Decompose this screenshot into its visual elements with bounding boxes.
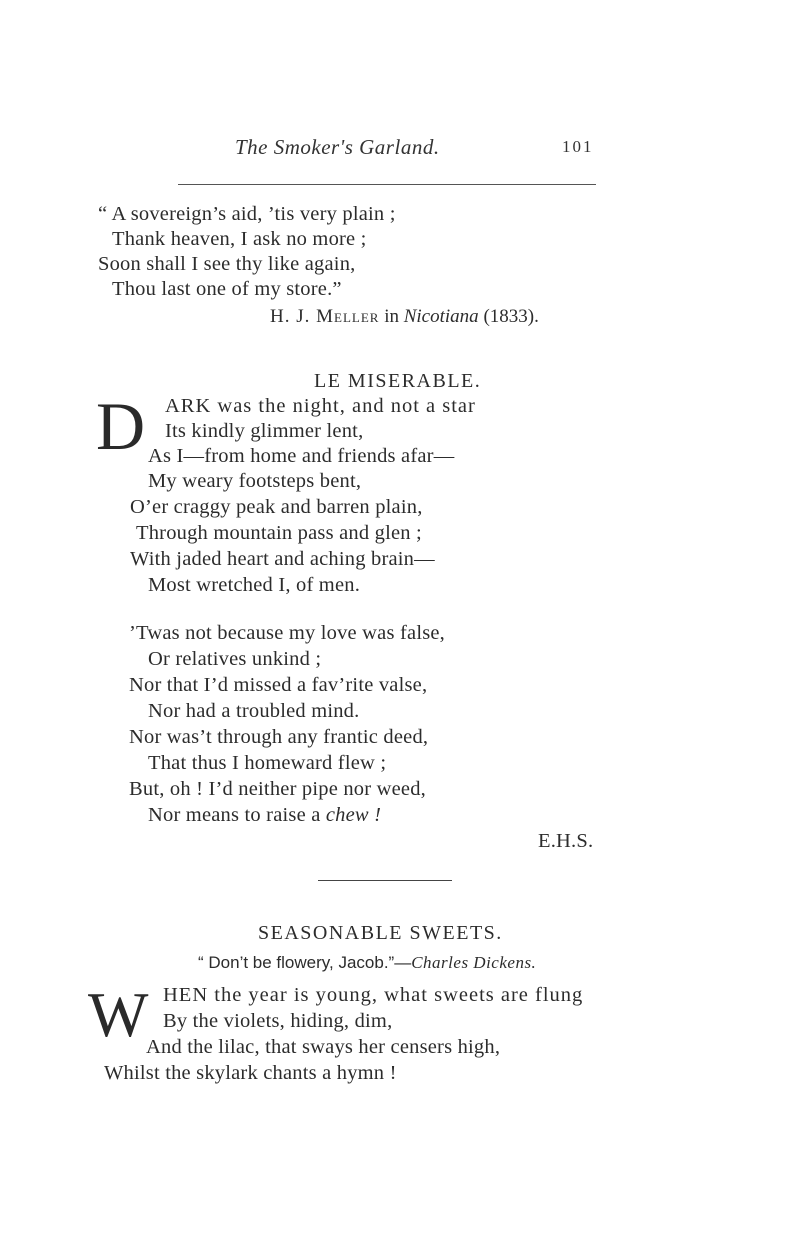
section-divider (318, 880, 452, 881)
stanza-attribution (270, 306, 539, 328)
poem-line: But, oh ! I’d neither pipe nor weed, (129, 778, 426, 800)
poem-line: Its kindly glimmer lent, (165, 420, 364, 442)
drop-cap: D (96, 388, 146, 464)
poem-title: SEASONABLE SWEETS. (258, 922, 503, 944)
poem-line: Nor that I’d missed a fav’rite valse, (129, 674, 428, 696)
attribution-year: (1833). (478, 306, 539, 327)
stanza-line: “ A sovereign’s aid, ’tis very plain ; (98, 203, 396, 225)
poem-line: Whilst the skylark chants a hymn ! (104, 1062, 397, 1084)
poem-line: And the lilac, that sways her censers high, (146, 1036, 501, 1058)
poem-line: O’er craggy peak and barren plain, (130, 496, 423, 518)
poem-line-last: Nor means to raise a chew ! (148, 804, 382, 826)
poem-line: As I—from home and friends afar— (148, 445, 455, 467)
attribution-author: H. J. Meller (270, 306, 380, 327)
poem-line: ’Twas not because my love was false, (129, 622, 446, 644)
poem-first-line: HEN the year is young, what sweets are flung (163, 984, 584, 1006)
poem-line: By the violets, hiding, dim, (163, 1010, 393, 1032)
poem-line: My weary footsteps bent, (148, 470, 362, 492)
poem-title: LE MISERABLE. (314, 370, 482, 392)
header-rule (178, 184, 596, 185)
stanza-line: Soon shall I see thy like again, (98, 253, 356, 275)
poem-line: That thus I homeward flew ; (148, 752, 387, 774)
poem-line: Through mountain pass and glen ; (136, 522, 422, 544)
poem-line: Most wretched I, of men. (148, 574, 361, 596)
stanza-line: Thou last one of my store.” (112, 278, 342, 300)
poem-signature: E.H.S. (538, 830, 594, 852)
poem-line: With jaded heart and aching brain— (130, 548, 435, 570)
poem-line: Nor had a troubled mind. (148, 700, 360, 722)
running-head (0, 135, 800, 163)
poem-line: Nor was’t through any frantic deed, (129, 726, 429, 748)
attribution-connector: in (379, 306, 404, 327)
poem-line: Or relatives unkind ; (148, 648, 322, 670)
page-number: 101 (562, 137, 594, 156)
stanza-line: Thank heaven, I ask no more ; (112, 228, 367, 250)
drop-cap: W (88, 979, 149, 1050)
poem-first-line: ARK was the night, and not a star (165, 395, 476, 417)
running-title: The Smoker's Garland. (235, 135, 440, 159)
attribution-work: Nicotiana (403, 306, 479, 327)
poem-epigraph: “ Don’t be flowery, Jacob.”—Charles Dickens. (198, 953, 537, 972)
